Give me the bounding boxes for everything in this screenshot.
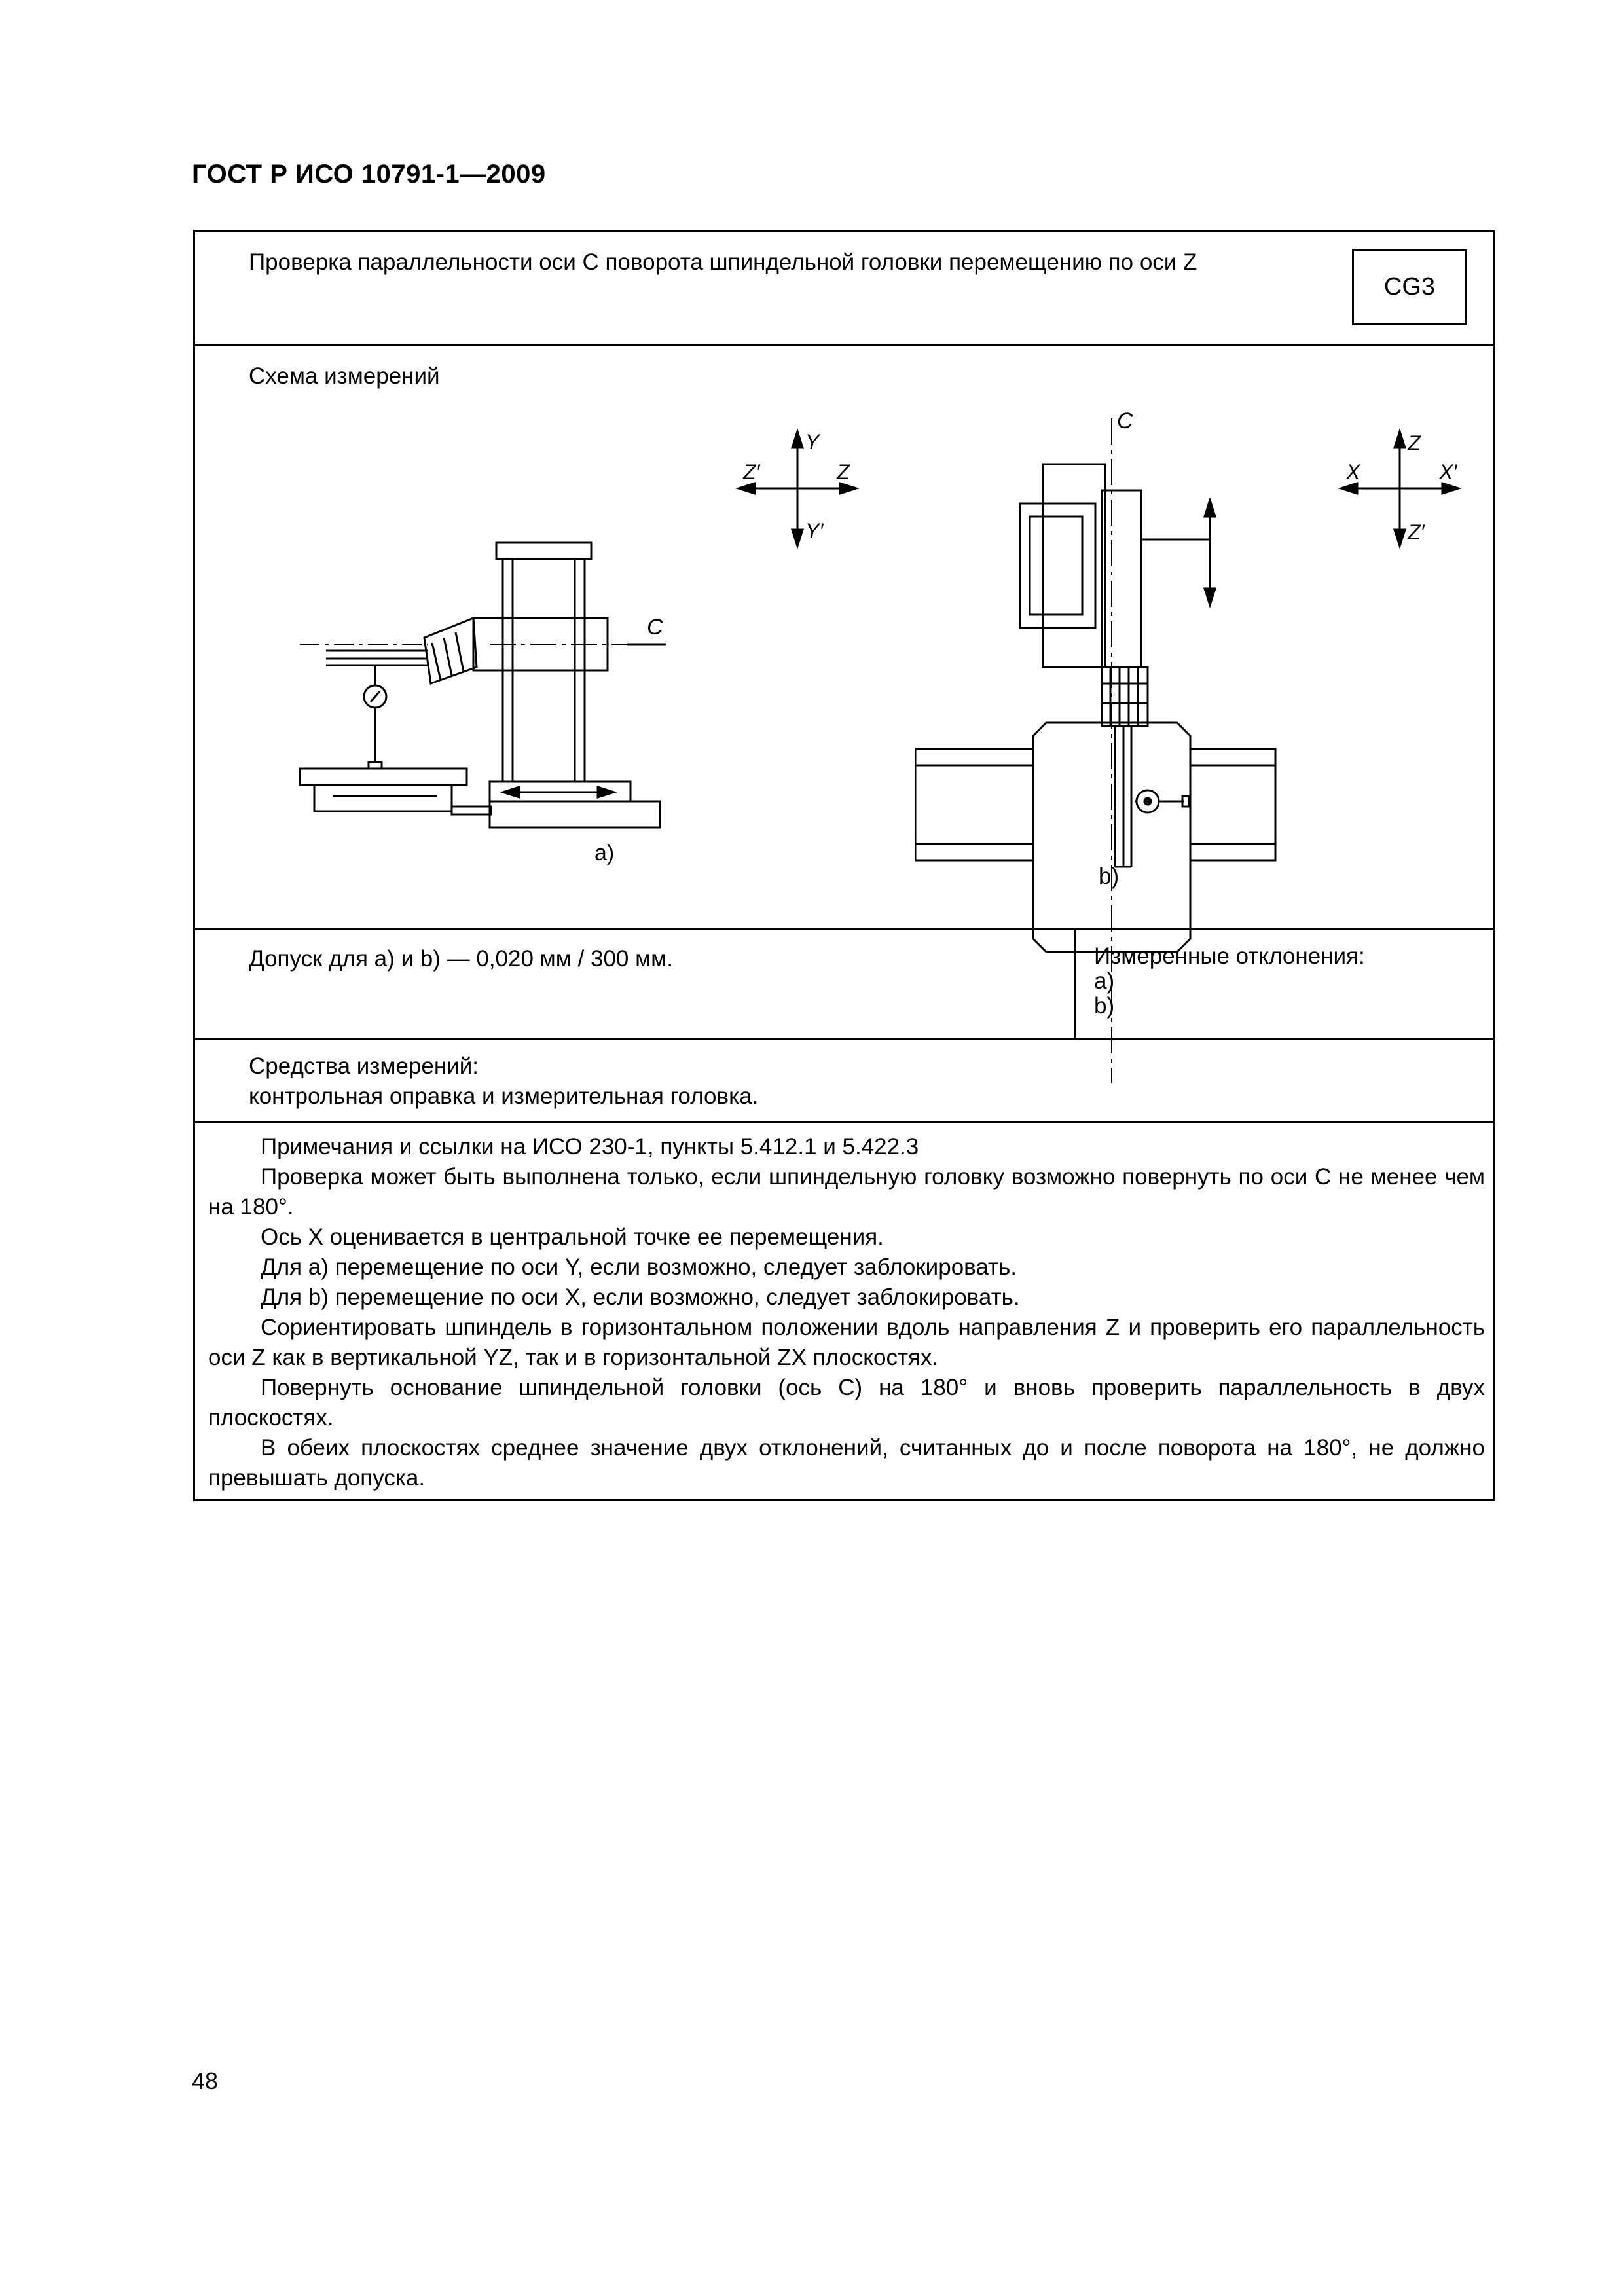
check-table: [193, 230, 1495, 1501]
note-paragraph: В обеих плоскостях среднее значение двух отклонений, считанных до и после поворота на 180°, не должно превышать допуска.: [208, 1435, 1485, 1491]
figure-b: [915, 409, 1485, 1129]
axis-label-z-neg-b: Z′: [1408, 520, 1425, 544]
machine-column-a: [473, 543, 666, 782]
axis-label-y: Y: [805, 430, 820, 454]
spindle-head-a: [300, 618, 477, 683]
axis-label-c-b: C: [1117, 409, 1133, 433]
measured-a: a): [1094, 968, 1115, 994]
check-code-box: [1352, 249, 1467, 325]
tolerance-text: Допуск для a) и b) — 0,020 мм / 300 мм.: [249, 946, 673, 972]
measured-label: Измеренные отклонения:: [1094, 943, 1365, 969]
note-paragraph: Для b) перемещение по оси X, если возможно, следует заблокировать.: [261, 1285, 1020, 1310]
row-divider: [195, 1121, 1493, 1123]
instruments-text: контрольная оправка и измерительная головка.: [249, 1084, 759, 1109]
figure-b-caption-label: b): [1099, 864, 1120, 889]
axis-label-c-a: C: [647, 615, 663, 640]
column-divider: [1074, 928, 1076, 1038]
machine-table-a: [300, 769, 660, 828]
check-title: Проверка параллельности оси C поворота шпиндельной головки перемещению по оси Z: [249, 249, 1197, 275]
machine-table-b: [915, 723, 1275, 952]
axis-cross-b: [1341, 431, 1459, 546]
notes-section: [208, 1132, 1485, 1493]
note-paragraph: Повернуть основание шпиндельной головки (ось C) на 180° и вновь проверить параллельность в двух плоскостях.: [208, 1375, 1485, 1430]
page-number: 48: [192, 2068, 219, 2094]
standard-title: ГОСТ Р ИСО 10791-1—2009: [192, 160, 546, 189]
check-code: CG3: [1383, 273, 1436, 301]
axis-cross-a: [739, 431, 856, 546]
axis-label-x-neg-b: X′: [1439, 460, 1457, 484]
figure-a-caption: a): [594, 841, 615, 866]
scheme-label: Схема измерений: [249, 363, 440, 389]
note-paragraph: Ось X оценивается в центральной точке ее перемещения.: [261, 1224, 884, 1250]
figure-a: [261, 422, 915, 1116]
row-divider: [195, 1038, 1493, 1040]
instruments-label: Средства измерений:: [249, 1053, 479, 1079]
measured-deviations: [1094, 944, 1365, 1019]
axis-label-z-neg: Z′: [743, 460, 760, 484]
measured-b: b): [1094, 993, 1115, 1019]
note-paragraph: Для a) перемещение по оси Y, если возможно, следует заблокировать.: [261, 1254, 1017, 1280]
axis-label-z: Z: [837, 460, 850, 484]
note-paragraph: Проверка может быть выполнена только, если шпиндельную головку возможно повернуть по оси C не менее чем на 180°.: [208, 1164, 1485, 1220]
axis-label-x-b: X: [1346, 460, 1360, 484]
dial-indicator-b: [1135, 790, 1189, 812]
row-divider: [195, 928, 1493, 930]
dial-indicator-a: [364, 665, 386, 769]
notes-heading: Примечания и ссылки на ИСО 230-1, пункты 5.412.1 и 5.422.3: [261, 1134, 919, 1159]
note-paragraph: Сориентировать шпиндель в горизонтальном положении вдоль направления Z и проверить его параллельность оси Z как в вертикальной YZ, так и в горизонтальной ZX плоскостях.: [208, 1315, 1485, 1370]
axis-label-z-b: Z: [1408, 431, 1421, 455]
row-divider: [195, 344, 1493, 346]
axis-label-y-neg: Y′: [805, 519, 824, 543]
